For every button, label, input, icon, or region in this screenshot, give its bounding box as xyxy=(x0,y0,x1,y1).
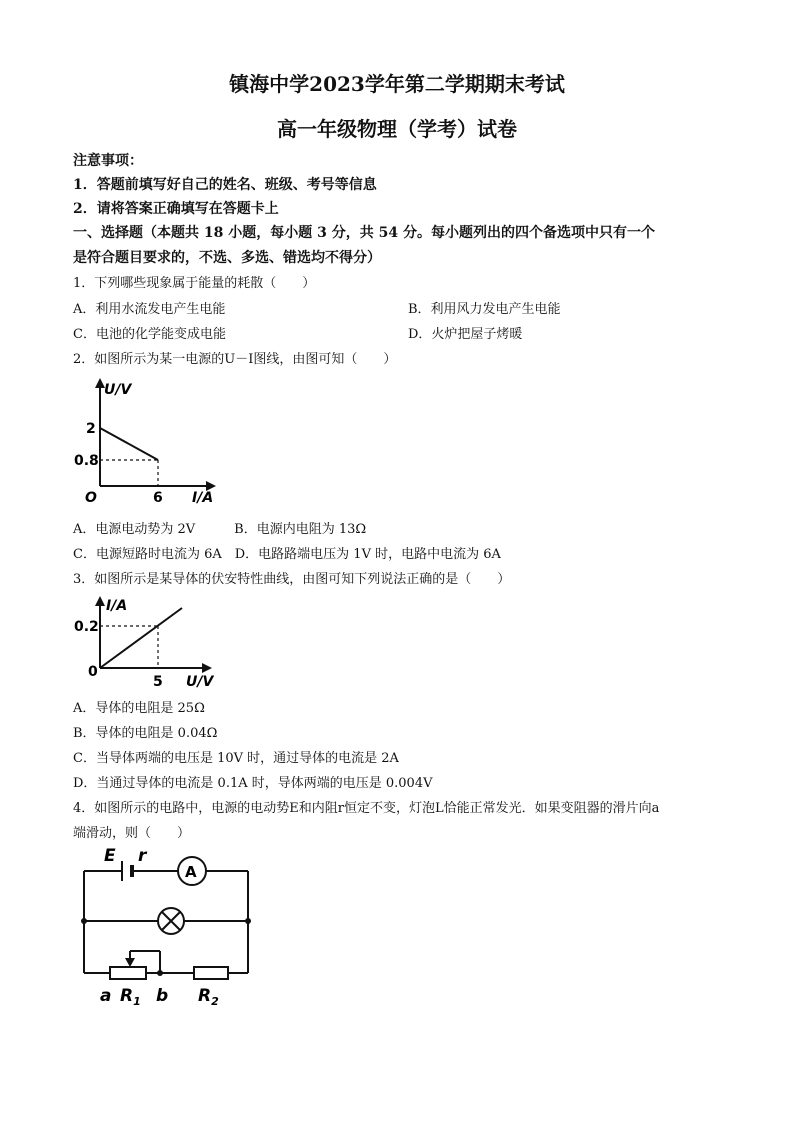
r1-label: $R_1$ xyxy=(120,986,141,1008)
exam-title: 镇海中学2023学年第二学期期末考试 xyxy=(229,72,565,96)
q3-origin-label: 0 xyxy=(88,664,98,680)
exam-subtitle: 高一年级物理（学考）试卷 xyxy=(277,117,517,141)
ammeter-label: A xyxy=(185,863,197,881)
emf-label: E xyxy=(104,846,116,866)
q3-x-axis-label: U/V xyxy=(186,674,214,690)
q1-option-b: B．利用风力发电产生电能 xyxy=(408,302,561,317)
q2-ui-graph xyxy=(74,378,220,506)
section-1-line-1: 一、选择题（本题共 18 小题，每小题 3 分，共 54 分。每小题列出的四个备选项中只有一个 xyxy=(73,225,655,241)
q3-stem: 3．如图所示是某导体的伏安特性曲线，由图可知下列说法正确的是（ ） xyxy=(73,572,511,587)
terminal-b-label: b xyxy=(156,986,169,1006)
q2-options-ab: A．电源电动势为 2V B．电源内电阻为 13Ω xyxy=(73,522,367,537)
q4-circuit-diagram xyxy=(80,843,260,1008)
q3-iu-graph xyxy=(74,596,220,691)
q2-stem: 2．如图所示为某一电源的U－I图线，由图可知（ ） xyxy=(73,352,397,367)
r2-label: $R_2$ xyxy=(198,986,219,1008)
q4-stem-line-1: 4．如图所示的电路中，电源的电动势E和内阻r恒定不变，灯泡L恰能正常发光．如果变阻器的滑片向a xyxy=(73,801,660,816)
q2-y-tick-0-8: 0.8 xyxy=(74,453,99,469)
internal-resistance-label: r xyxy=(138,846,147,866)
terminal-a-label: a xyxy=(100,986,112,1006)
q3-option-c: C．当导体两端的电压是 10V 时，通过导体的电流是 2A xyxy=(73,751,399,766)
q1-stem: 1．下列哪些现象属于能量的耗散（ ） xyxy=(73,276,316,291)
q4-stem-line-2: 端滑动，则（ ） xyxy=(73,826,191,841)
q2-options-cd: C．电源短路时电流为 6A D．电路路端电压为 1V 时，电路中电流为 6A xyxy=(73,547,501,562)
q2-y-axis-label: U/V xyxy=(104,382,132,398)
notice-heading: 注意事项： xyxy=(73,153,143,169)
q2-y-tick-2: 2 xyxy=(86,421,96,437)
q3-x-tick-5: 5 xyxy=(153,674,163,690)
section-1-line-2: 是符合题目要求的，不选、多选、错选均不得分） xyxy=(73,250,381,266)
q3-y-tick-0-2: 0.2 xyxy=(74,619,99,635)
q1-option-a: A．利用水流发电产生电能 xyxy=(73,302,226,317)
q3-y-axis-label: I/A xyxy=(106,598,128,614)
notice-item-2: 2．请将答案正确填写在答题卡上 xyxy=(73,201,279,217)
q3-option-a: A．导体的电阻是 25Ω xyxy=(73,701,205,716)
q1-option-c: C．电池的化学能变成电能 xyxy=(73,327,226,342)
q2-origin-label: O xyxy=(85,490,97,506)
q3-option-d: D．当通过导体的电流是 0.1A 时，导体两端的电压是 0.004V xyxy=(73,776,433,791)
q2-x-axis-label: I/A xyxy=(192,490,214,506)
notice-item-1: 1．答题前填写好自己的姓名、班级、考号等信息 xyxy=(73,177,377,193)
q2-x-tick-6: 6 xyxy=(153,490,163,506)
q3-option-b: B．导体的电阻是 0.04Ω xyxy=(73,726,218,741)
q1-option-d: D．火炉把屋子烤暖 xyxy=(408,327,523,342)
